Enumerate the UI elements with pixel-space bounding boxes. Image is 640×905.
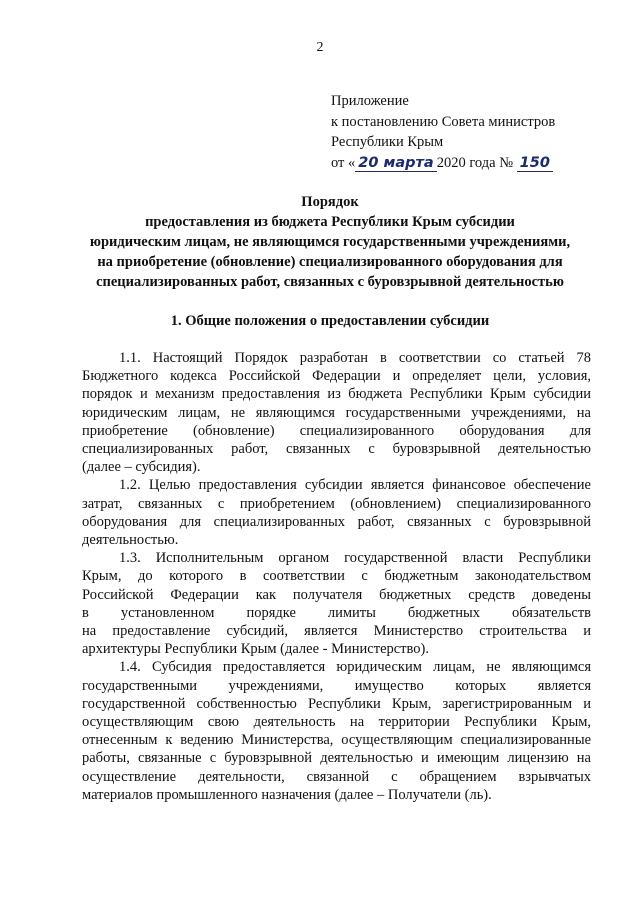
- paragraph-line: (далее – субсидия).: [82, 459, 201, 476]
- paragraph-line: деятельностью.: [82, 532, 179, 549]
- handwritten-date: 20 марта: [355, 155, 436, 172]
- page-number: 2: [316, 40, 324, 55]
- paragraph-line: государственной собственностью Республики Крым, зарегистрированным и: [82, 695, 591, 712]
- paragraph-line: осуществляющим свою деятельность на территории Республики Крым,: [82, 714, 591, 731]
- title-line: на приобретение (обновление) специализированного оборудования для: [97, 254, 563, 270]
- paragraph-line: порядок и механизм предоставления из бюджета Республики Крым субсидии: [82, 386, 591, 403]
- annex-title: Приложение: [331, 93, 409, 109]
- paragraph: [82, 658, 591, 804]
- paragraph-line: оборудования для специализированных работ, связанных с буровзрывной: [82, 513, 591, 530]
- paragraph-line: отнесенным к ведению Министерства, осуществляющим специализированные: [82, 732, 591, 749]
- paragraph-line: 1.2. Целью предоставления субсидии является финансовое обеспечение: [119, 477, 591, 494]
- paragraph: [82, 349, 591, 476]
- document-title: [60, 192, 600, 292]
- paragraph-line: приобретение (обновление) специализированного оборудования для: [82, 422, 591, 439]
- date-suffix: 2020 года №: [436, 154, 514, 171]
- paragraph-line: осуществление деятельности, связанной с обращением взрывчатых: [82, 768, 591, 785]
- paragraph-line: в установленном порядке лимиты бюджетных обязательств: [82, 604, 591, 621]
- paragraph: [82, 476, 591, 549]
- paragraph: [82, 549, 591, 658]
- title-line: специализированных работ, связанных с буровзрывной деятельностью: [96, 274, 564, 290]
- paragraph-line: Крым, до которого в соответствии с бюджетным законодательством: [82, 568, 591, 585]
- annex-header: [331, 91, 555, 173]
- title-line: Порядок: [301, 194, 359, 210]
- paragraph-line: 1.3. Исполнительным органом государственной власти Республики: [119, 550, 591, 567]
- annex-region: Республики Крым: [331, 134, 444, 150]
- section-heading: 1. Общие положения о предоставлении субсидии: [170, 313, 490, 329]
- paragraph-line: работы, связанные с буровзрывной деятельностью и имеющим лицензию на: [82, 750, 591, 767]
- paragraph-line: 1.4. Субсидия предоставляется юридическим лицам, не являющимся: [119, 659, 591, 676]
- paragraph-line: государственными учреждениями, имущество которых является: [82, 677, 591, 694]
- annex-date-line: [331, 153, 555, 174]
- handwritten-number: 150: [517, 155, 553, 172]
- title-line: предоставления из бюджета Республики Крым субсидии: [145, 214, 515, 230]
- paragraph-line: Бюджетного кодекса Российской Федерации и определяет цели, условия,: [82, 368, 591, 385]
- paragraph-line: специализированных работ, связанных с буровзрывной деятельностью: [82, 441, 591, 458]
- title-line: юридическим лицам, не являющимся государственными учреждениями,: [89, 234, 571, 250]
- document-body: [82, 349, 591, 804]
- paragraph-line: архитектуры Республики Крым (далее - Министерство).: [82, 641, 429, 658]
- paragraph-line: 1.1. Настоящий Порядок разработан в соответствии со статьей 78: [119, 350, 591, 366]
- paragraph-line: юридическим лицам, не являющимся государственными учреждениями, на: [82, 404, 591, 421]
- date-prefix: от «: [331, 154, 356, 171]
- paragraph-line: Российской Федерации как получателя бюджетных средств доведены: [82, 586, 591, 603]
- paragraph-line: материалов промышленного назначения (далее – Получатели (ль).: [82, 786, 492, 803]
- paragraph-line: на предоставление субсидий, является Министерство строительства и: [82, 623, 591, 640]
- paragraph-line: затрат, связанных с приобретением (обновлением) специализированного: [82, 495, 591, 512]
- annex-reference: к постановлению Совета министров: [331, 113, 556, 130]
